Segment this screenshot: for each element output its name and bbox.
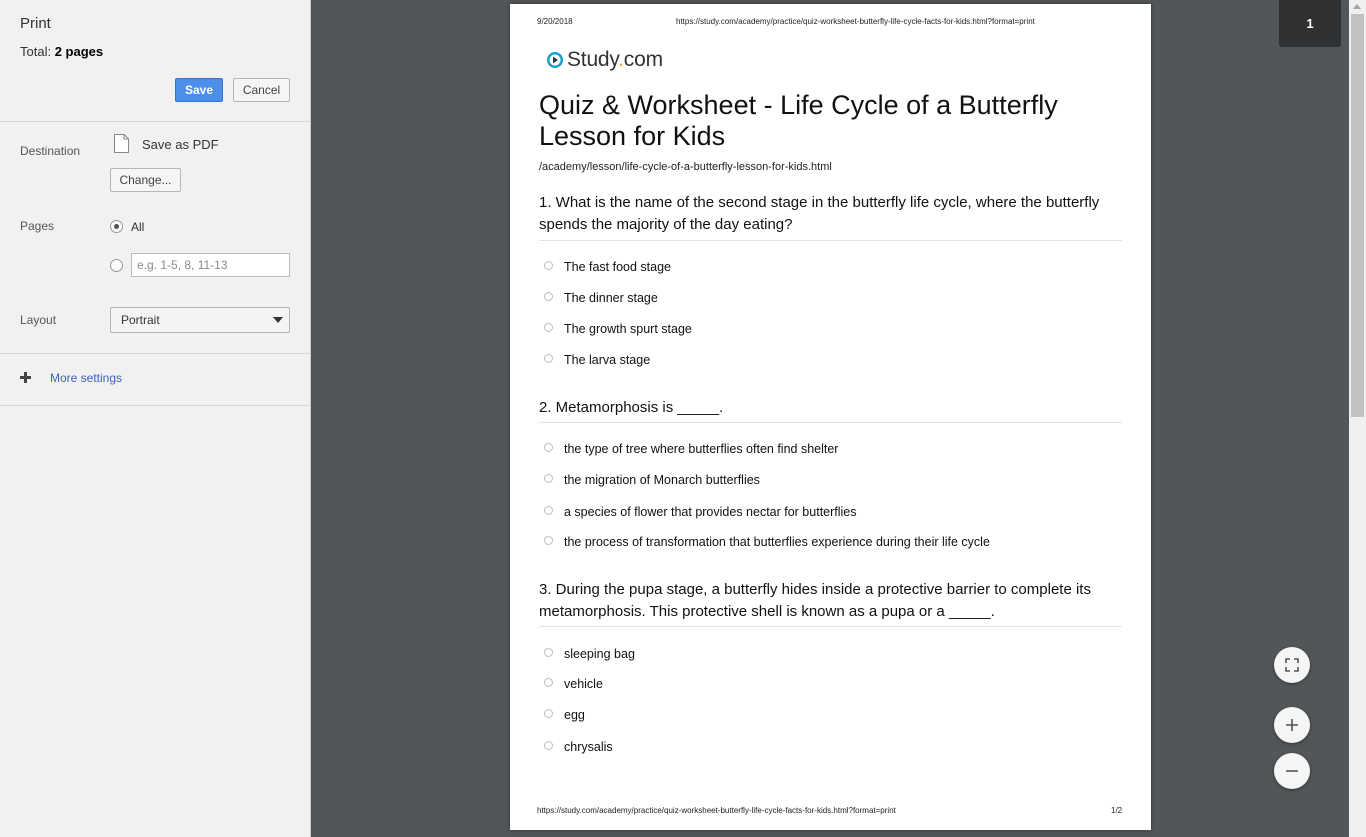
answer-option bbox=[544, 505, 857, 519]
fit-to-page-button[interactable] bbox=[1274, 647, 1310, 683]
footer-url: https://study.com/academy/practice/quiz-worksheet-butterfly-life-cycle-facts-for-kids.html?format=print bbox=[537, 806, 896, 815]
answer-option bbox=[544, 353, 650, 367]
print-preview-page bbox=[510, 4, 1151, 830]
change-destination-button[interactable]: Change... bbox=[110, 168, 181, 192]
answer-option bbox=[544, 535, 990, 549]
print-settings-sidebar bbox=[0, 0, 311, 837]
answer-radio bbox=[544, 648, 553, 657]
answer-radio bbox=[544, 536, 553, 545]
divider bbox=[0, 353, 311, 354]
total-pages bbox=[20, 44, 103, 59]
answer-option bbox=[544, 442, 838, 456]
footer-page-number: 1/2 bbox=[1111, 806, 1123, 815]
answer-text: The fast food stage bbox=[564, 260, 672, 274]
zoom-in-button[interactable] bbox=[1274, 707, 1310, 743]
question-2: 2. Metamorphosis is _____. bbox=[539, 399, 724, 416]
plus-icon[interactable] bbox=[20, 372, 31, 383]
answer-text: The larva stage bbox=[564, 353, 651, 367]
answer-radio bbox=[544, 354, 553, 363]
destination-label: Destination bbox=[20, 144, 81, 158]
total-value: 2 pages bbox=[54, 44, 104, 59]
header-date: 9/20/2018 bbox=[537, 17, 573, 26]
pages-all-radio[interactable] bbox=[110, 220, 123, 233]
lesson-path: /academy/lesson/life-cycle-of-a-butterfly-lesson-for-kids.html bbox=[539, 161, 832, 173]
layout-value: Portrait bbox=[121, 313, 160, 327]
header-url: https://study.com/academy/practice/quiz-worksheet-butterfly-life-cycle-facts-for-kids.html?format=print bbox=[676, 17, 1035, 26]
logo-tld: com bbox=[623, 48, 663, 71]
study-logo bbox=[546, 48, 663, 72]
answer-option bbox=[544, 322, 692, 336]
question-divider bbox=[539, 240, 1122, 241]
answer-text: sleeping bag bbox=[564, 647, 635, 661]
answer-text: the process of transformation that butterflies experience during their life cycle bbox=[564, 535, 990, 549]
fit-page-icon bbox=[1285, 658, 1299, 672]
page-indicator: 1 bbox=[1279, 0, 1341, 47]
scroll-up-arrow-icon[interactable] bbox=[1353, 4, 1361, 9]
answer-text: a species of flower that provides nectar for butterflies bbox=[564, 505, 857, 519]
document-icon bbox=[114, 134, 129, 153]
answer-radio bbox=[544, 506, 553, 515]
answer-radio bbox=[544, 474, 553, 483]
answer-option bbox=[544, 473, 760, 487]
more-settings-link[interactable]: More settings bbox=[50, 371, 123, 385]
answer-text: chrysalis bbox=[564, 740, 613, 754]
answer-radio bbox=[544, 709, 553, 718]
question-divider bbox=[539, 422, 1122, 423]
answer-text: vehicle bbox=[564, 677, 603, 691]
pages-custom-radio[interactable] bbox=[110, 259, 123, 272]
answer-option bbox=[544, 260, 671, 274]
question-3: 3. During the pupa stage, a butterfly hides inside a protective barrier to complete its metamorphosis. This protective shell is known as a pupa or a _____. bbox=[539, 581, 1091, 620]
answer-text: the type of tree where butterflies often find shelter bbox=[564, 442, 839, 456]
zoom-out-button[interactable] bbox=[1274, 753, 1310, 789]
answer-option bbox=[544, 647, 635, 661]
answer-radio bbox=[544, 292, 553, 301]
logo-text: Study bbox=[567, 48, 619, 71]
answer-option bbox=[544, 708, 585, 722]
save-button[interactable]: Save bbox=[175, 78, 223, 102]
answer-option bbox=[544, 740, 613, 754]
cancel-button[interactable]: Cancel bbox=[233, 78, 290, 102]
answer-text: the migration of Monarch butterflies bbox=[564, 473, 760, 487]
answer-radio bbox=[544, 443, 553, 452]
pages-range-input[interactable] bbox=[131, 253, 290, 277]
destination-name: Save as PDF bbox=[142, 137, 219, 152]
divider bbox=[0, 405, 311, 406]
answer-radio bbox=[544, 741, 553, 750]
chevron-down-icon bbox=[273, 317, 283, 323]
play-logo-icon bbox=[546, 51, 564, 69]
answer-radio bbox=[544, 323, 553, 332]
minus-icon bbox=[1285, 764, 1299, 778]
divider bbox=[0, 121, 311, 122]
layout-label: Layout bbox=[20, 313, 57, 327]
logo-dot: . bbox=[618, 48, 624, 71]
scrollbar-thumb[interactable] bbox=[1351, 14, 1364, 417]
pages-all-label: All bbox=[131, 220, 145, 234]
answer-option bbox=[544, 677, 603, 691]
worksheet-title: Quiz & Worksheet - Life Cycle of a Butterfly Lesson for Kids bbox=[539, 90, 1058, 151]
total-label: Total: bbox=[20, 44, 55, 59]
answer-text: The dinner stage bbox=[564, 291, 658, 305]
plus-icon bbox=[1285, 718, 1299, 732]
answer-radio bbox=[544, 261, 553, 270]
layout-select[interactable] bbox=[110, 307, 290, 333]
answer-radio bbox=[544, 678, 553, 687]
answer-text: The growth spurt stage bbox=[564, 322, 692, 336]
question-divider bbox=[539, 626, 1122, 627]
pages-label: Pages bbox=[20, 219, 55, 233]
answer-option bbox=[544, 291, 658, 305]
print-title: Print bbox=[20, 15, 51, 32]
question-1: 1. What is the name of the second stage in the butterfly life cycle, where the butterfly spends the majority of the day eating? bbox=[539, 194, 1100, 233]
answer-text: egg bbox=[564, 708, 585, 722]
